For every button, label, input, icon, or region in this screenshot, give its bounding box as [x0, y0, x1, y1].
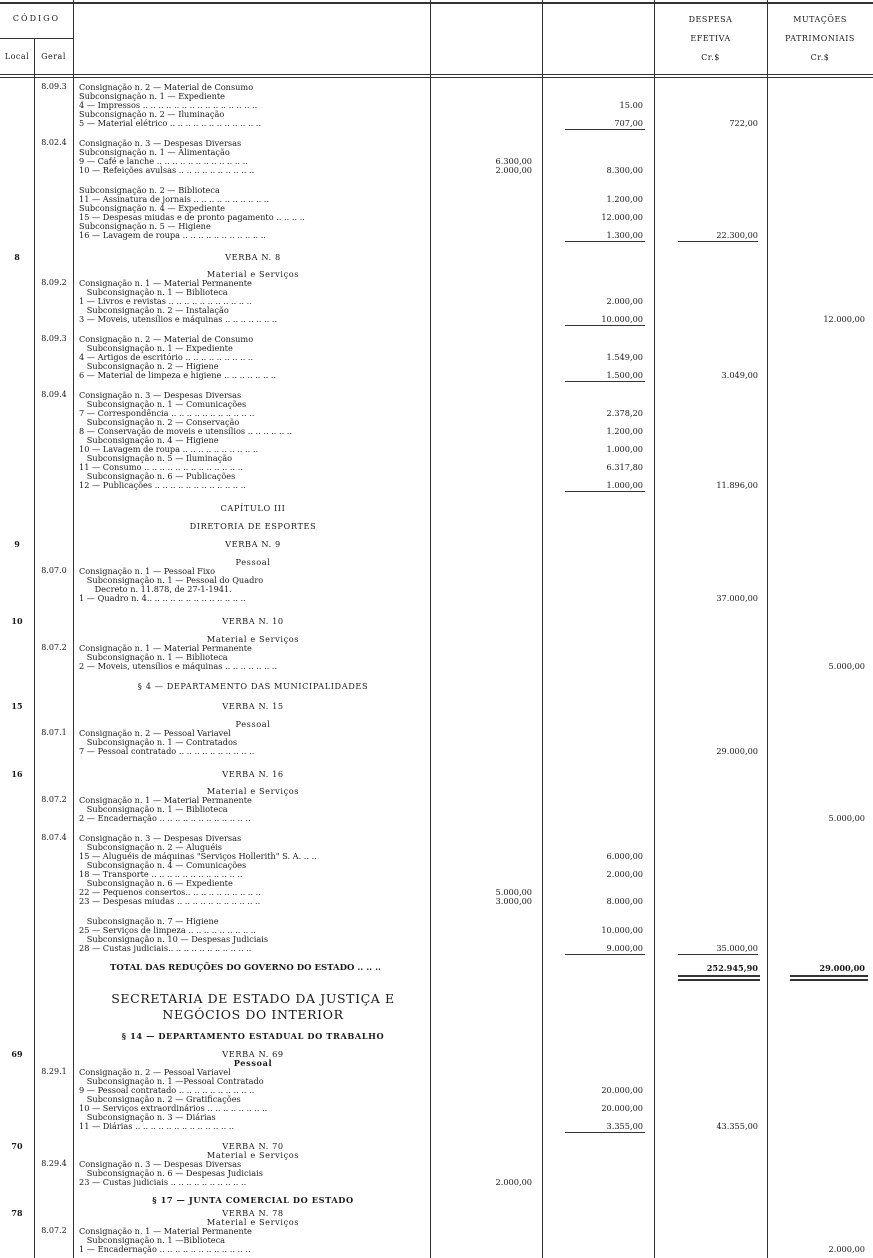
col-sep-local	[34, 38, 35, 1258]
item-text: Subconsignação n. 2 — Iluminação	[79, 110, 225, 119]
item-text: 25 — Serviços de limpeza .. .. .. .. .. .. .. .. ..	[79, 926, 256, 935]
item-text: 6 — Material de limpeza e higiene .. .. .. .. .. .. ..	[79, 371, 277, 380]
amount-d: 707,00	[614, 118, 643, 128]
item-text: 16 — Lavagem de roupa .. .. .. .. .. .. .. .. .. .. ..	[79, 231, 266, 240]
section-heading: Material e Serviços	[206, 269, 300, 279]
header-mutacoes-1: MUTAÇÕES	[793, 15, 847, 24]
item-text: Subconsignação n. 1 — Expediente	[79, 92, 225, 101]
header-local: Local	[4, 52, 30, 61]
col-sep-e	[767, 0, 768, 1258]
section-heading: Pessoal	[233, 1058, 273, 1068]
codigo-underline	[0, 38, 73, 39]
item-text: 9 — Pessoal contratado .. .. .. .. .. .. .. .. .. ..	[79, 1086, 255, 1095]
amount-d: 2.000,00	[606, 869, 643, 879]
item-text: Subconsignação n. 6 — Publicações	[79, 472, 236, 481]
section-heading: VERBA N. 16	[222, 769, 284, 779]
item-text: Subconsignação n. 2 — Gratificações	[79, 1095, 241, 1104]
total-label: TOTAL DAS REDUÇÕES DO GOVERNO DO ESTADO .. .. ..	[110, 963, 381, 973]
amount-despesa: 37.000,00	[716, 593, 758, 603]
item-text: Consignação n. 1 — Material Permanente	[79, 1227, 252, 1236]
item-text: Consignação n. 2 — Pessoal Variavel	[79, 1068, 231, 1077]
item-text: Consignação n. 3 — Despesas Diversas	[79, 391, 242, 400]
item-text: 15 — Despesas miudas e de pronto pagamento .. .. .. ..	[79, 213, 305, 222]
item-text: Subconsignação n. 6 — Despesas Judiciais	[79, 1169, 263, 1178]
section-heading: § 14 — DEPARTAMENTO ESTADUAL DO TRABALHO	[121, 1031, 385, 1041]
item-text: Consignação n. 1 — Pessoal Fixo	[79, 567, 216, 576]
header-despesa-1: DESPESA	[688, 15, 733, 24]
amount-mutacoes: 5.000,00	[828, 813, 865, 823]
section-heading: CAPÍTULO III	[220, 503, 286, 513]
geral-code: 8.29.4	[41, 1159, 67, 1168]
item-text: 1 — Quadro n. 4.. .. .. .. .. .. .. .. .. .. .. .. ..	[79, 594, 246, 603]
local-code: 9	[14, 539, 20, 549]
amount-c: 6.300,00	[495, 156, 532, 166]
section-heading: VERBA N. 9	[225, 539, 281, 549]
col-sep-geral	[73, 0, 74, 1258]
subtotal-rule	[565, 1132, 645, 1133]
section-heading: VERBA N. 69	[222, 1049, 284, 1059]
item-text: Subconsignação n. 2 — Biblioteca	[79, 186, 220, 195]
section-heading: Material e Serviços	[206, 1217, 300, 1227]
item-text: Consignação n. 1 — Material Permanente	[79, 644, 252, 653]
subtotal-rule	[678, 241, 758, 242]
subtotal-rule	[565, 325, 645, 326]
item-text: 18 — Transporte .. .. .. .. .. .. .. .. .. .. .. ..	[79, 870, 243, 879]
item-text: Subconsignação n. 1 —Biblioteca	[79, 1236, 226, 1245]
amount-d: 10.000,00	[601, 925, 643, 935]
amount-d: 1.500,00	[606, 370, 643, 380]
item-text: Subconsignação n. 1 — Pessoal do Quadro	[79, 576, 264, 585]
amount-d: 8.300,00	[606, 165, 643, 175]
item-text: Consignação n. 2 — Material de Consumo	[79, 83, 254, 92]
item-text: Subconsignação n. 2 — Aluguéis	[79, 843, 222, 852]
item-text: Subconsignação n. 5 — Iluminação	[79, 454, 233, 463]
item-text: Subconsignação n. 1 — Contratados	[79, 738, 238, 747]
item-text: Subconsignação n. 6 — Expediente	[79, 879, 233, 888]
amount-c: 3.000,00	[495, 896, 532, 906]
section-heading: Material e Serviços	[206, 786, 300, 796]
geral-code: 8.09.3	[41, 82, 67, 91]
item-text: 10 — Lavagem de roupa .. .. .. .. .. .. .. .. .. ..	[79, 445, 259, 454]
item-text: Subconsignação n. 1 —Pessoal Contratado	[79, 1077, 264, 1086]
item-text: Consignação n. 2 — Material de Consumo	[79, 335, 254, 344]
amount-c: 5.000,00	[495, 887, 532, 897]
total-rule	[678, 979, 760, 981]
item-text: 11 — Diárias .. .. .. .. .. .. .. .. .. .. .. .. ..	[79, 1122, 234, 1131]
total-rule	[790, 979, 868, 981]
amount-c: 2.000,00	[495, 1177, 532, 1187]
section-heading: Pessoal	[235, 719, 271, 729]
item-text: 1 — Encadernação .. .. .. .. .. .. .. .. .. .. .. ..	[79, 1245, 251, 1254]
item-text: 8 — Conservação de moveis e utensílios .. .. .. .. .. ..	[79, 427, 292, 436]
item-text: Subconsignação n. 1 — Biblioteca	[79, 288, 228, 297]
geral-code: 8.09.3	[41, 334, 67, 343]
amount-despesa: 22.300,00	[716, 230, 758, 240]
local-code: 16	[11, 769, 23, 779]
item-text: 11 — Assinatura de jornais .. .. .. .. .. .. .. .. .. ..	[79, 195, 269, 204]
amount-mutacoes: 2.000,00	[828, 1244, 865, 1254]
geral-code: 8.07.1	[41, 728, 67, 737]
geral-code: 8.07.2	[41, 643, 67, 652]
geral-code: 8.07.2	[41, 1226, 67, 1235]
subtotal-rule	[565, 491, 645, 492]
item-text: Consignação n. 1 — Material Permanente	[79, 796, 252, 805]
header-mutacoes-2: PATRIMONIAIS	[785, 34, 855, 43]
amount-despesa: 3.049,00	[721, 370, 758, 380]
header-rule	[0, 74, 873, 75]
amount-d: 2.000,00	[606, 296, 643, 306]
item-text: 7 — Pessoal contratado .. .. .. .. .. .. .. .. .. ..	[79, 747, 255, 756]
item-text: Subconsignação n. 2 — Instalação	[79, 306, 229, 315]
local-code: 15	[11, 701, 23, 711]
header-rule-2	[0, 77, 873, 78]
item-text: Subconsignação n. 1 — Alimentação	[79, 148, 230, 157]
geral-code: 8.02.4	[41, 138, 67, 147]
local-code: 70	[11, 1141, 23, 1151]
amount-d: 9.000,00	[606, 943, 643, 953]
geral-code: 8.09.4	[41, 390, 67, 399]
item-text: Consignação n. 1 — Material Permanente	[79, 279, 252, 288]
amount-d: 8.000,00	[606, 896, 643, 906]
item-text: 7 — Correspondência .. .. .. .. .. .. .. .. .. .. ..	[79, 409, 255, 418]
item-text: Subconsignação n. 1 — Biblioteca	[79, 805, 228, 814]
item-text: 23 — Despesas miudas .. .. .. .. .. .. .. .. .. .. ..	[79, 897, 261, 906]
secretaria-title: NEGÓCIOS DO INTERIOR	[162, 1007, 344, 1022]
amount-mutacoes: 12.000,00	[823, 314, 865, 324]
amount-d: 1.000,00	[606, 444, 643, 454]
amount-despesa: 29.000,00	[716, 746, 758, 756]
item-text: 2 — Encadernação .. .. .. .. .. .. .. .. .. .. .. ..	[79, 814, 251, 823]
amount-d: 3.355,00	[606, 1121, 643, 1131]
item-text: Subconsignação n. 1 — Expediente	[79, 344, 233, 353]
item-text: 15 — Aluguéis de máquinas "Serviços Hollerith" S. A. .. ..	[79, 852, 317, 861]
item-text: 11 — Consumo .. .. .. .. .. .. .. .. .. .. .. .. ..	[79, 463, 243, 472]
geral-code: 8.09.2	[41, 278, 67, 287]
item-text: Decreto n. 11.878, de 27-1-1941.	[79, 585, 232, 594]
item-text: Subconsignação n. 1 — Biblioteca	[79, 653, 228, 662]
item-text: 4 — Artigos de escritório .. .. .. .. .. .. .. .. ..	[79, 353, 254, 362]
item-text: 5 — Material elétrico .. .. .. .. .. .. .. .. .. .. .. ..	[79, 119, 261, 128]
item-text: Subconsignação n. 3 — Diárias	[79, 1113, 216, 1122]
amount-d: 10.000,00	[601, 314, 643, 324]
item-text: 4 — Impressos .. .. .. .. .. .. .. .. .. .. .. .. .. .. ..	[79, 101, 258, 110]
amount-d: 15.00	[619, 100, 643, 110]
section-heading: VERBA N. 70	[222, 1141, 284, 1151]
item-text: 2 — Moveis, utensílios e máquinas .. .. .. .. .. .. ..	[79, 662, 278, 671]
item-text: Subconsignação n. 4 — Higiene	[79, 436, 219, 445]
geral-code: 8.07.2	[41, 795, 67, 804]
amount-despesa: 35.000,00	[716, 943, 758, 953]
col-sep-c	[542, 0, 543, 1258]
local-code: 10	[11, 616, 23, 626]
item-text: Subconsignação n. 10 — Despesas Judiciais	[79, 935, 269, 944]
section-heading: § 17 — JUNTA COMERCIAL DO ESTADO	[152, 1195, 354, 1205]
amount-d: 6.317,80	[606, 462, 643, 472]
total-rule	[678, 975, 760, 977]
item-text: Subconsignação n. 4 — Expediente	[79, 204, 225, 213]
section-heading: Material e Serviços	[206, 634, 300, 644]
subtotal-rule	[565, 129, 645, 130]
geral-code: 8.07.4	[41, 833, 67, 842]
subtotal-rule	[565, 954, 645, 955]
section-heading: VERBA N. 15	[222, 701, 284, 711]
item-text: 10 — Serviços extraordinários .. .. .. .. .. .. .. ..	[79, 1104, 268, 1113]
header-geral: Geral	[41, 52, 66, 61]
item-text: 9 — Café e lanche .. .. .. .. .. .. .. .. .. .. .. ..	[79, 157, 248, 166]
amount-d: 1.300,00	[606, 230, 643, 240]
header-codigo: CÓDIGO	[12, 14, 61, 23]
header-mutacoes-3: Cr.$	[810, 53, 830, 62]
amount-mutacoes: 5.000,00	[828, 661, 865, 671]
header-despesa-3: Cr.$	[701, 53, 720, 62]
top-rule	[0, 2, 873, 4]
item-text: 23 — Custas judiciais .. .. .. .. .. .. .. .. .. ..	[79, 1178, 247, 1187]
item-text: Subconsignação n. 5 — Higiene	[79, 222, 211, 231]
item-text: 28 — Custas judiciais.. .. .. .. .. .. .. .. .. .. ..	[79, 944, 252, 953]
total-rule	[790, 975, 868, 977]
amount-d: 1.200,00	[606, 426, 643, 436]
amount-d: 2.378,20	[606, 408, 643, 418]
item-text: 12 — Publicações .. .. .. .. .. .. .. .. .. .. .. ..	[79, 481, 246, 490]
local-code: 8	[14, 252, 20, 262]
subtotal-rule	[565, 381, 645, 382]
amount-despesa: 252.945,90	[706, 963, 758, 973]
section-heading: Pessoal	[235, 557, 271, 567]
amount-d: 20.000,00	[601, 1103, 643, 1113]
section-heading: VERBA N. 78	[222, 1208, 284, 1218]
item-text: Consignação n. 2 — Pessoal Variavel	[79, 729, 231, 738]
geral-code: 8.07.0	[41, 566, 67, 575]
item-text: 1 — Livros e revistas .. .. .. .. .. .. .. .. .. .. ..	[79, 297, 252, 306]
item-text: 3 — Moveis, utensílios e máquinas .. .. .. .. .. .. ..	[79, 315, 278, 324]
amount-despesa: 11.896,00	[716, 480, 758, 490]
local-code: 69	[11, 1049, 23, 1059]
item-text: Subconsignação n. 2 — Higiene	[79, 362, 219, 371]
local-code: 78	[11, 1208, 23, 1218]
amount-d: 1.200,00	[606, 194, 643, 204]
item-text: Subconsignação n. 2 — Conservação	[79, 418, 240, 427]
item-text: 22 — Pequenos consertos.. .. .. .. .. .. .. .. .. ..	[79, 888, 261, 897]
amount-despesa: 43.355,00	[716, 1121, 758, 1131]
header-despesa-2: EFETIVA	[690, 34, 731, 43]
section-heading: VERBA N. 10	[222, 616, 284, 626]
amount-d: 1.000,00	[606, 480, 643, 490]
item-text: 10 — Refeições avulsas .. .. .. .. .. .. .. .. .. ..	[79, 166, 255, 175]
section-heading: Material e Serviços	[206, 1150, 300, 1160]
item-text: Subconsignação n. 4 — Comunicações	[79, 861, 247, 870]
amount-d: 20.000,00	[601, 1085, 643, 1095]
amount-despesa: 722,00	[729, 118, 758, 128]
subtotal-rule	[565, 241, 645, 242]
item-text: Subconsignação n. 1 — Comunicações	[79, 400, 247, 409]
section-heading: DIRETORIA DE ESPORTES	[189, 521, 317, 531]
amount-mutacoes: 29.000,00	[819, 963, 865, 973]
item-text: Consignação n. 3 — Despesas Diversas	[79, 1160, 242, 1169]
col-sep-d	[654, 0, 655, 1258]
secretaria-title: SECRETARIA DE ESTADO DA JUSTIÇA E	[111, 991, 395, 1006]
subtotal-rule	[678, 954, 758, 955]
geral-code: 8.29.1	[41, 1067, 67, 1076]
amount-d: 6.000,00	[606, 851, 643, 861]
item-text: Subconsignação n. 7 — Higiene	[79, 917, 219, 926]
amount-d: 1.549,00	[606, 352, 643, 362]
section-heading: VERBA N. 8	[225, 252, 281, 262]
section-heading: § 4 — DEPARTAMENTO DAS MUNICIPALIDADES	[137, 681, 369, 691]
item-text: Consignação n. 3 — Despesas Diversas	[79, 139, 242, 148]
item-text: Consignação n. 3 — Despesas Diversas	[79, 834, 242, 843]
col-sep-desc	[430, 0, 431, 1258]
amount-c: 2.000,00	[495, 165, 532, 175]
amount-d: 12.000,00	[601, 212, 643, 222]
